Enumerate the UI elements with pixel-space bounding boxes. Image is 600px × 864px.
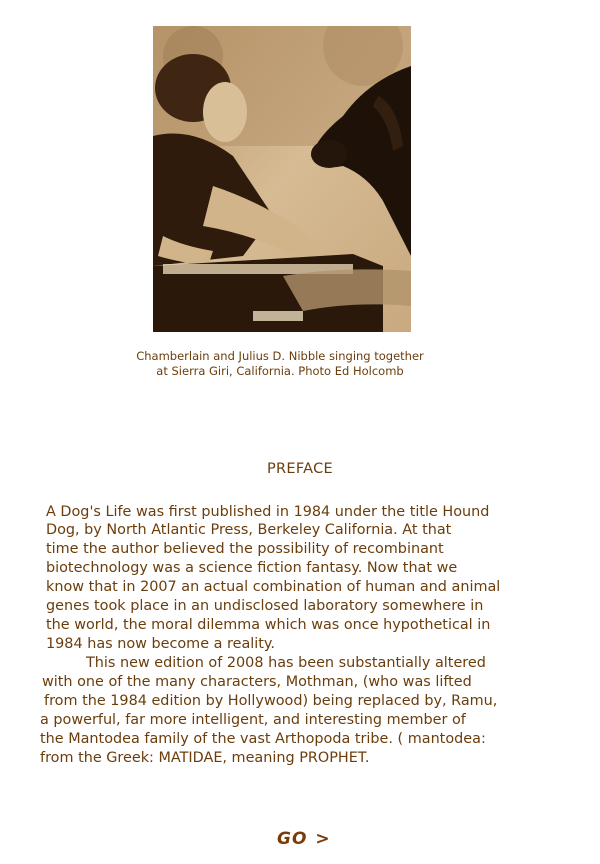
go-label: GO [277, 829, 308, 849]
text-line: A Dog's Life was first published in 1984 under the title Hound [46, 504, 490, 520]
text-line: Dog, by North Atlantic Press, Berkeley California. At that [46, 522, 452, 538]
text-line: a powerful, far more intelligent, and interesting member of [40, 712, 466, 728]
photo-illustration [153, 26, 411, 332]
text-line: know that in 2007 an actual combination of human and animal [46, 579, 501, 595]
chevron-right-icon: > [315, 829, 331, 849]
text-line: biotechnology was a science fiction fantasy. Now that we [46, 560, 458, 576]
text-line: from the 1984 edition by Hollywood) being replaced by, Ramu, [44, 693, 498, 709]
text-line: from the Greek: MATIDAE, meaning PROPHET. [40, 750, 370, 766]
text-line: with one of the many characters, Mothman, (who was lifted [42, 674, 472, 690]
text-line: the world, the moral dilemma which was once hypothetical in [46, 617, 491, 633]
text-line: This new edition of 2008 has been substantially altered [86, 655, 486, 671]
cover-photo [153, 26, 411, 332]
text-line: 1984 has now become a reality. [46, 636, 275, 652]
caption-line: Chamberlain and Julius D. Nibble singing together [136, 349, 424, 363]
text-line: the Mantodea family of the vast Arthopoda tribe. ( mantodea: [40, 731, 486, 747]
text-line: genes took place in an undisclosed laboratory somewhere in [46, 598, 484, 614]
page-title: PREFACE [266, 461, 334, 477]
go-next-link[interactable] [277, 829, 331, 849]
caption-line: at Sierra Giri, California. Photo Ed Holcomb [156, 364, 404, 378]
text-line: time the author believed the possibility of recombinant [46, 541, 444, 557]
photo-caption [100, 349, 460, 379]
